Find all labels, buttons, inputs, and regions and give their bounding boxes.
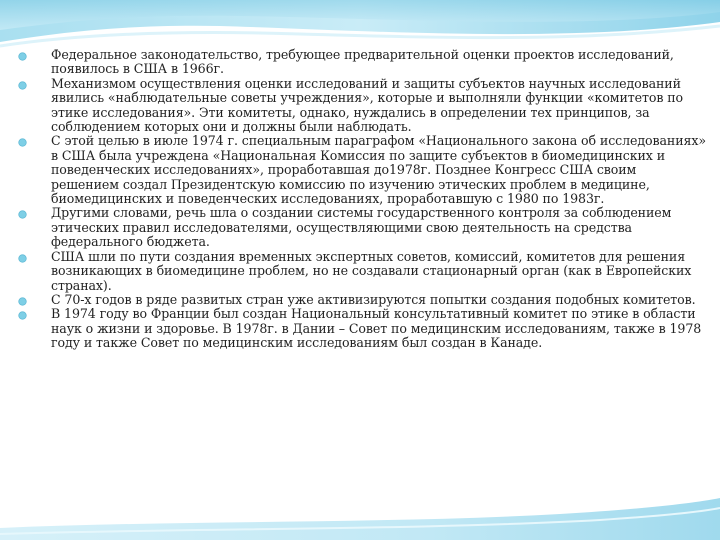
list-item (18, 307, 708, 350)
list-item-text: В 1974 году во Франции был создан Национальный консультативный комитет по этике в области наук о жизни и здоровье. В 1978г. в Дании – Совет по медицинским исследованиям, также в 1978 году и также Совет по медицинским исследованиям был создан в Канаде. (51, 306, 702, 351)
circle-bullet-icon (18, 311, 27, 320)
list-item-text: С этой целью в июле 1974 г. специальным параграфом «Национального закона об исследованиях» в США была учреждена «Национальная Комиссия по защите субъектов в биомедицинских и поведенческих исследованиях», проработавшая до1978г. Позднее Конгресс США своим решением создал Президентскую комиссию по изучению этических проблем в медицине, биомедицинских и поведенческих исследованиях, проработавшую с 1980 по 1983г. (51, 133, 706, 207)
circle-bullet-icon (18, 52, 27, 61)
bottom-wave-decoration (0, 480, 720, 540)
list-item (18, 250, 708, 293)
circle-bullet-icon (18, 297, 27, 306)
list-item-text: С 70-х годов в ряде развитых стран уже активизируются попытки создания подобных комитетов. (51, 291, 696, 307)
list-item-text: Другими словами, речь шла о создании системы государственного контроля за соблюдением этических правил исследователями, осуществляющими свою деятельность на средства федерального бюджета. (51, 205, 672, 250)
list-item (18, 77, 708, 135)
list-item (18, 134, 708, 206)
list-item (18, 48, 708, 77)
list-item-text: США шли по пути создания временных экспертных советов, комиссий, комитетов для решения возникающих в биомедицине проблем, но не создавали стационарный орган (как в Европейских странах). (51, 248, 692, 293)
circle-bullet-icon (18, 81, 27, 90)
circle-bullet-icon (18, 210, 27, 219)
slide-content (18, 48, 708, 351)
list-item (18, 293, 708, 307)
list-item-text: Федеральное законодательство, требующее предварительной оценки проектов исследований, появилось в США в 1966г. (51, 47, 674, 77)
bullet-list (18, 48, 708, 351)
circle-bullet-icon (18, 254, 27, 263)
circle-bullet-icon (18, 138, 27, 147)
list-item (18, 206, 708, 249)
list-item-text: Механизмом осуществления оценки исследований и защиты субъектов научных исследований явились «наблюдательные советы учреждения», которые и выполняли функции «комитетов по этике исследования». Эти комитеты, однако, нуждались в определении тех принципов, за соблюдением которых они и должны были наблюдать. (51, 75, 684, 135)
